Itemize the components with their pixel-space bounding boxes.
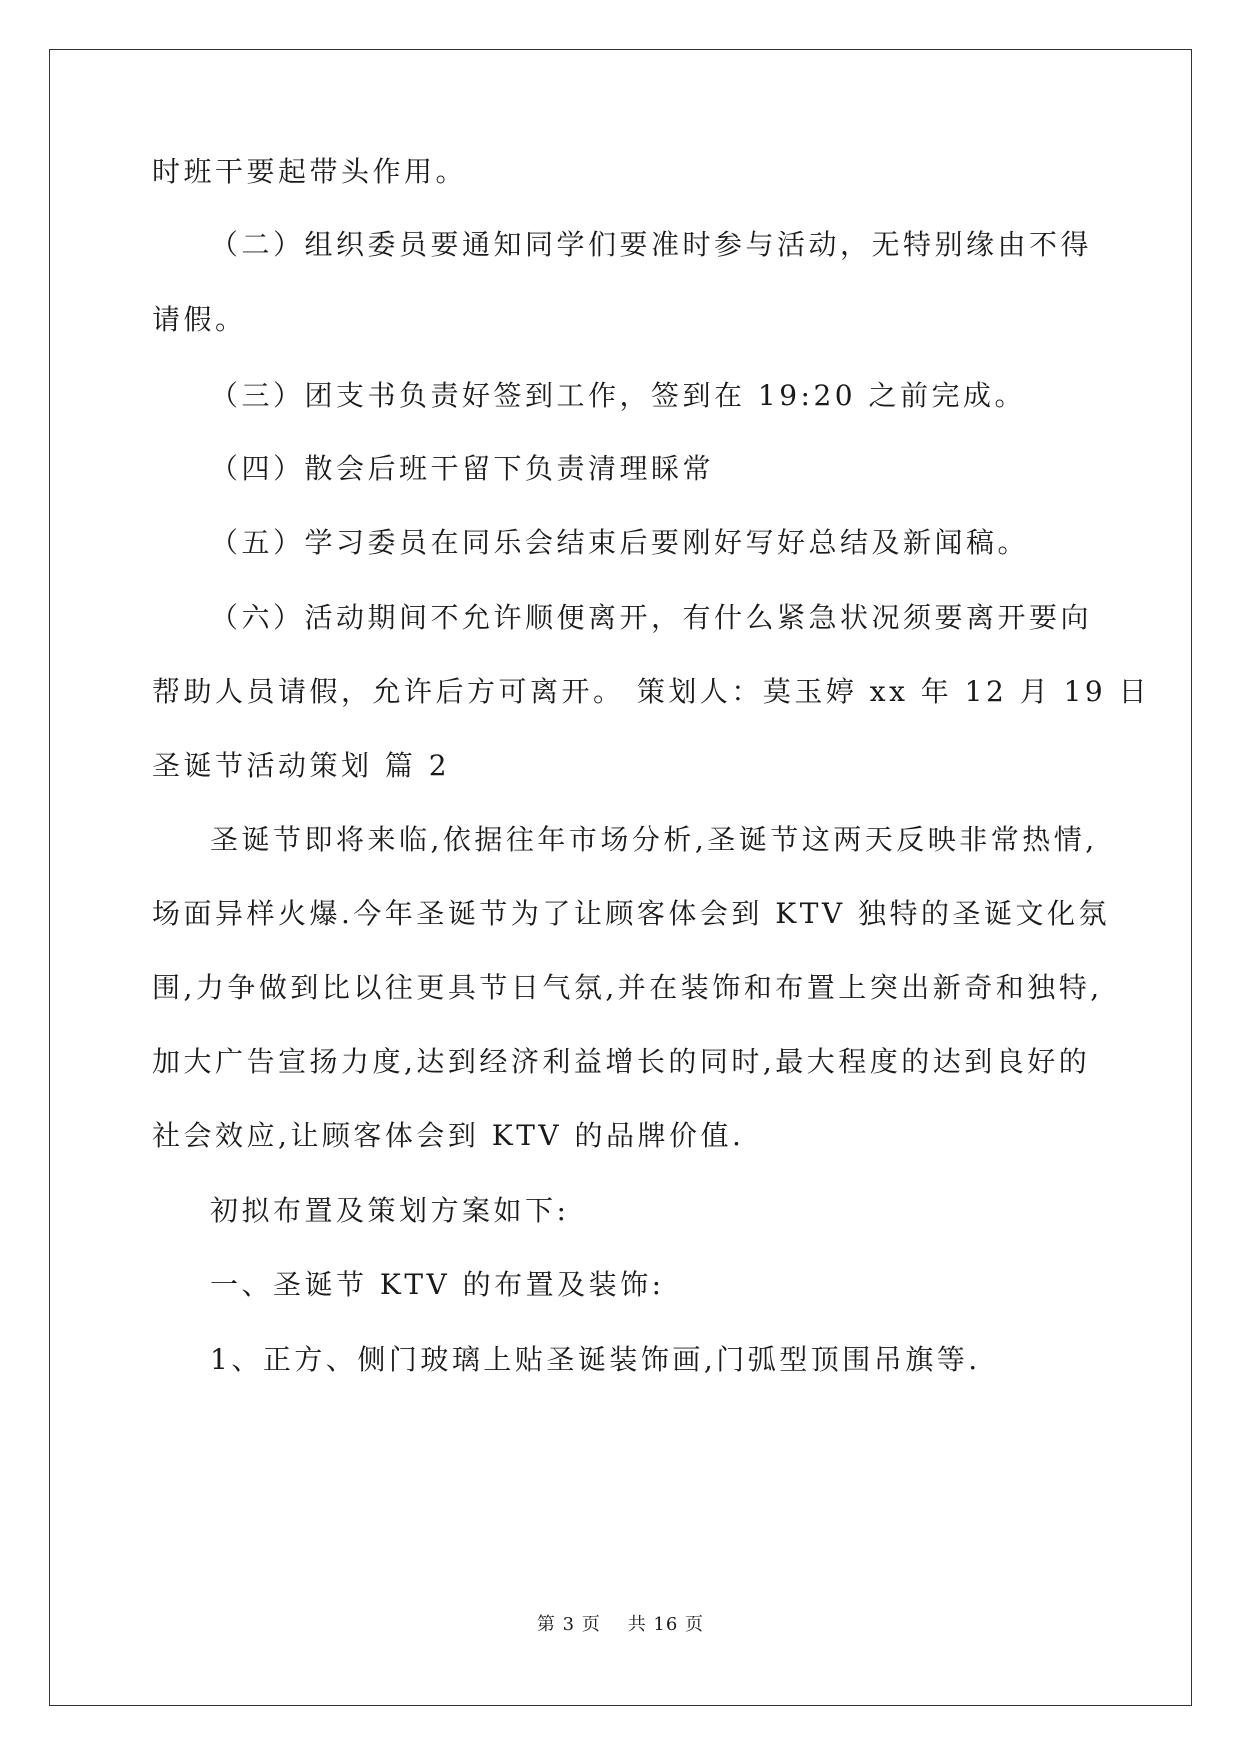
text-line: 场面异样火爆.今年圣诞节为了让顾客体会到 KTV 独特的圣诞文化氛 — [152, 897, 1111, 930]
text-line: 加大广告宣扬力度,达到经济利益增长的同时,最大程度的达到良好的 — [152, 1045, 1091, 1078]
text-line: 1、正方、侧门玻璃上贴圣诞装饰画,门弧型顶围吊旗等. — [210, 1343, 981, 1376]
text-line: 请假。 — [152, 303, 247, 336]
text-line: 帮助人员请假，允许后方可离开。 策划人：莫玉婷 xx 年 12 月 19 日 — [152, 675, 1151, 708]
page-number-footer: 第 3 页 共 16 页 — [536, 1614, 705, 1635]
text-line: 时班干要起带头作用。 — [152, 155, 468, 188]
text-line: （四）散会后班干留下负责清理睬常 — [210, 452, 715, 485]
text-line: 一、圣诞节 KTV 的布置及装饰: — [210, 1268, 665, 1301]
section-heading: 圣诞节活动策划 篇 2 — [152, 749, 451, 782]
text-line: （六）活动期间不允许顺便离开，有什么紧急状况须要离开要向 — [210, 601, 1093, 634]
text-line: （三）团支书负责好签到工作，签到在 19:20 之前完成。 — [210, 379, 1026, 412]
text-line: 围,力争做到比以往更具节日气氛,并在装饰和布置上突出新奇和独特, — [152, 971, 1103, 1004]
page-border — [49, 49, 1192, 1706]
text-line: 圣诞节即将来临,依据往年市场分析,圣诞节这两天反映非常热情, — [210, 823, 1098, 856]
text-line: （五）学习委员在同乐会结束后要刚好写好总结及新闻稿。 — [210, 526, 1030, 559]
text-line: （二）组织委员要通知同学们要准时参与活动，无特别缘由不得 — [210, 228, 1093, 261]
text-line: 社会效应,让顾客体会到 KTV 的品牌价值. — [152, 1119, 745, 1152]
text-line: 初拟布置及策划方案如下: — [210, 1194, 570, 1227]
